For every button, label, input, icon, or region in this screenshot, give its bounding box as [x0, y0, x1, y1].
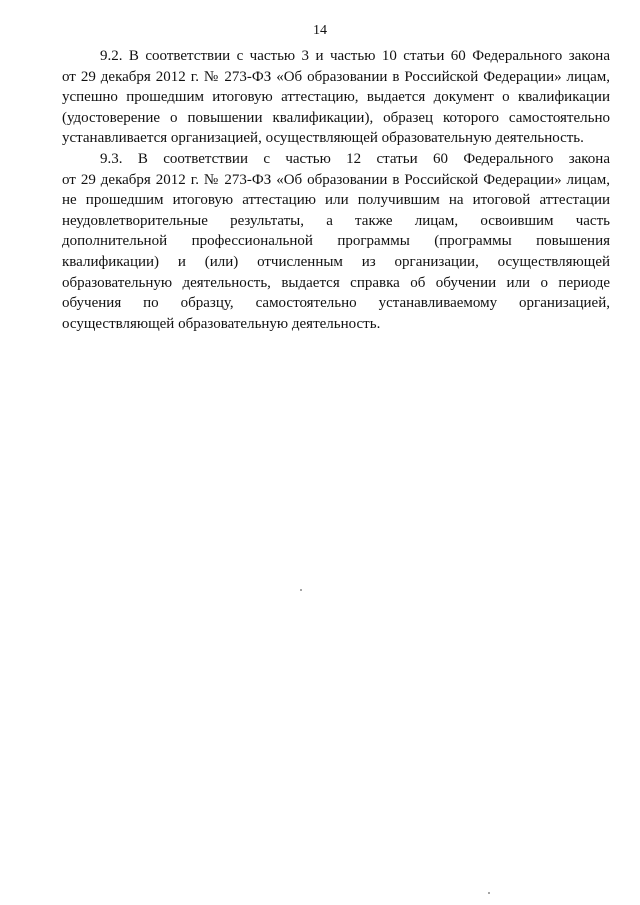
- paragraph-line: устанавливается организацией, осуществляющей образовательную деятельность.: [62, 130, 584, 147]
- paragraph-9-3: [62, 149, 610, 334]
- paragraph-line: образовательную деятельность, выдается справка об обучении или о периоде: [62, 274, 610, 291]
- scan-speck: [488, 892, 490, 894]
- paragraph-line: 9.3. В соответствии с частью 12 статьи 60 Федерального закона: [100, 150, 610, 167]
- paragraph-line: от 29 декабря 2012 г. № 273-ФЗ «Об образовании в Российской Федерации» лицам,: [62, 68, 610, 85]
- paragraph-line: неудовлетворительные результаты, а также лицам, освоившим часть: [62, 212, 610, 229]
- paragraph-line: осуществляющей образовательную деятельность.: [62, 315, 381, 332]
- paragraph-9-2: [62, 46, 610, 149]
- paragraph-line: от 29 декабря 2012 г. № 273-ФЗ «Об образовании в Российской Федерации» лицам,: [62, 171, 610, 188]
- paragraph-line: не прошедшим итоговую аттестацию или получившим на итоговой аттестации: [62, 192, 610, 209]
- page-number: 14: [313, 23, 327, 38]
- paragraph-line: обучения по образцу, самостоятельно устанавливаемому организацией,: [62, 295, 610, 312]
- scan-speck: [300, 589, 302, 591]
- paragraph-line: дополнительной профессиональной программы (программы повышения: [62, 233, 610, 250]
- paragraph-line: (удостоверение о повышении квалификации), образец которого самостоятельно: [62, 109, 610, 126]
- paragraph-line: 9.2. В соответствии с частью 3 и частью 10 статьи 60 Федерального закона: [100, 48, 610, 64]
- paragraph-line: квалификации) и (или) отчисленным из организации, осуществляющей: [62, 253, 610, 270]
- document-body: [62, 46, 610, 334]
- paragraph-line: успешно прошедшим итоговую аттестацию, выдается документ о квалификации: [62, 89, 610, 106]
